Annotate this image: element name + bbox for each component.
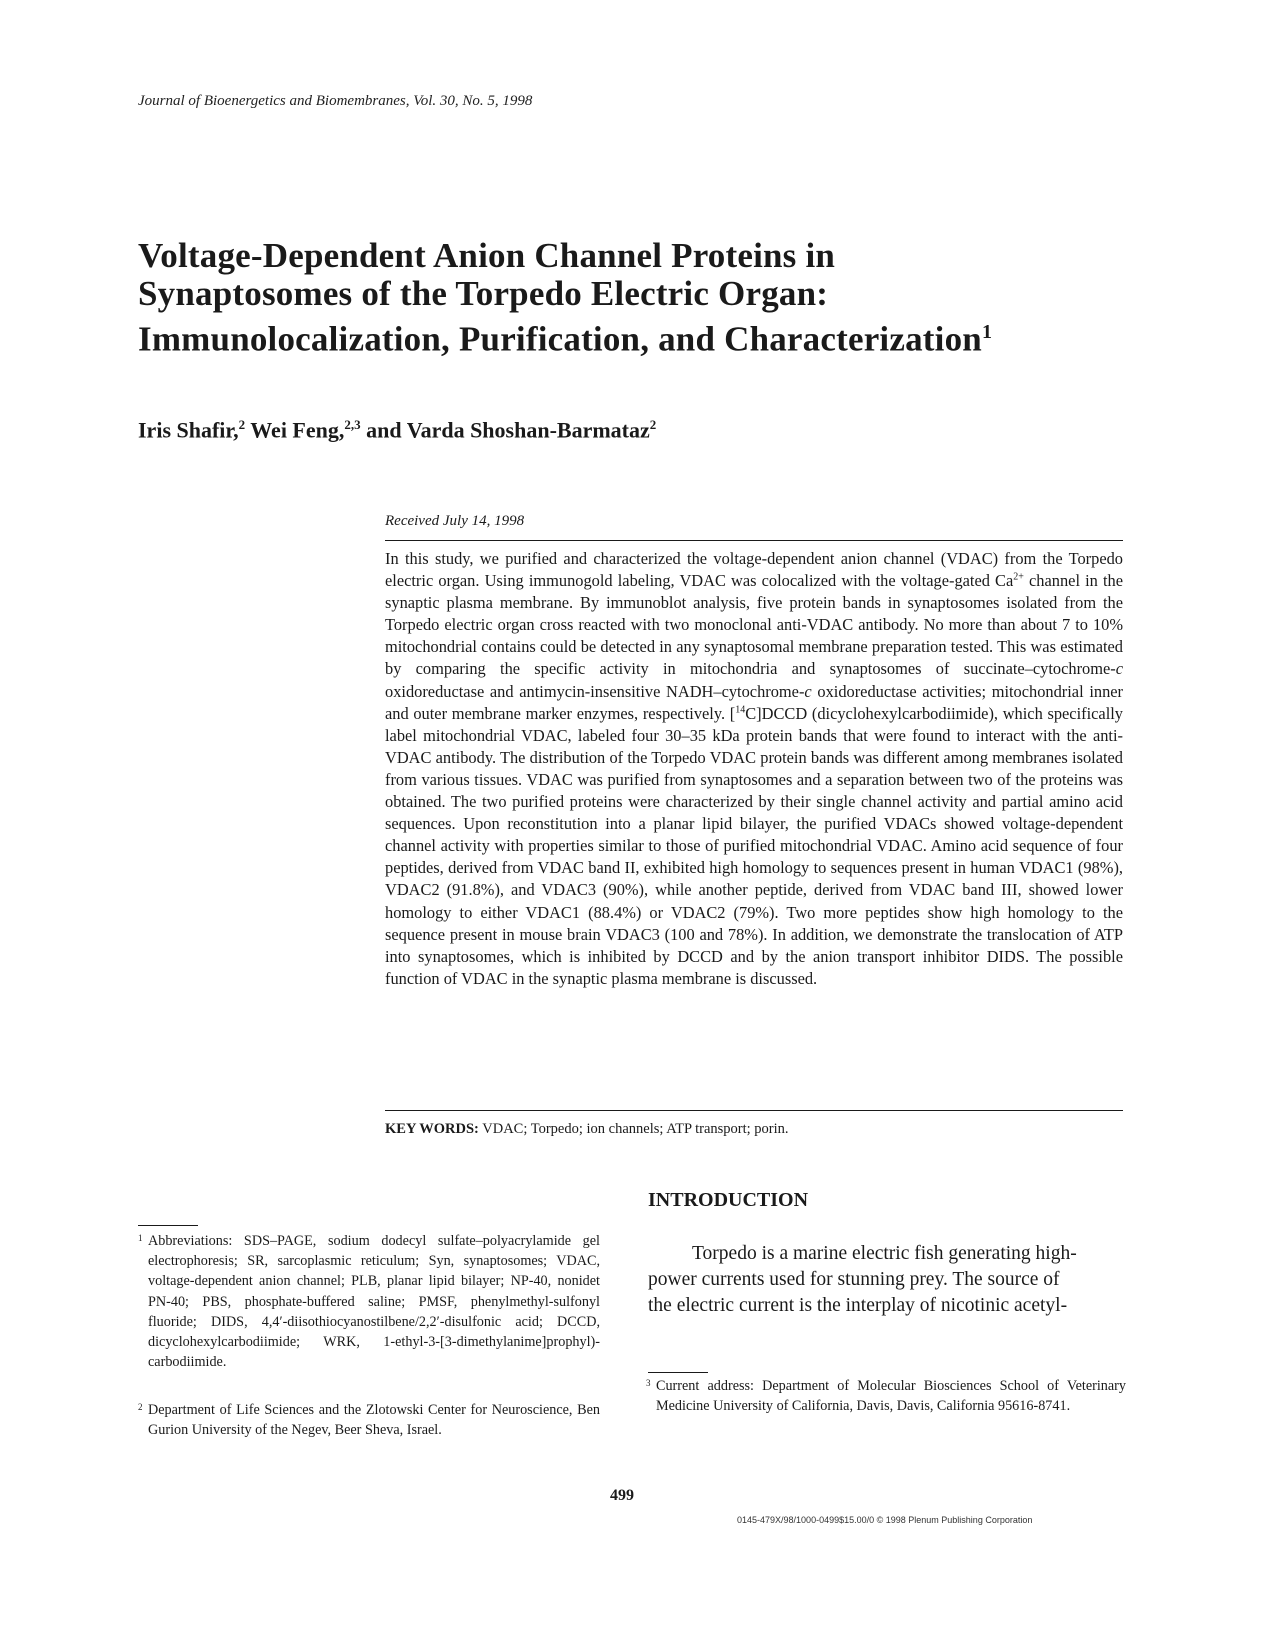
intro-line-1: Torpedo is a marine electric fish generating high- (692, 1243, 1077, 1264)
abstract-sup-2: 14 (735, 704, 746, 716)
footnote-1 (138, 1231, 600, 1372)
author-2-affiliation: 2,3 (344, 417, 361, 432)
abstract-bottom-rule (385, 1110, 1123, 1111)
author-list (138, 417, 656, 443)
abstract-italic-1: c (1115, 659, 1123, 679)
author-1-affiliation: 2 (238, 417, 246, 432)
section-heading-introduction: INTRODUCTION (648, 1189, 809, 1211)
footnote-1-text: Abbreviations: SDS–PAGE, sodium dodecyl sulfate–polyacrylamide gel electrophoresis; SR, sarcoplasmic reticulum; Syn, synaptosomes; VDAC, voltage-dependent anion channel; PLB, planar lipid bilayer; NP-40, nonidet PN-40; PBS, phosphate-buffered saline; PMSF, phenylmethyl-sulfonyl fluoride; DIDS, 4,4′-diisothiocyanostilbene/2,2′-disulfonic acid; DCCD, dicyclohexylcarbodiimide; WRK, 1-ethyl-3-[3-dimethylanime]prophyl)-carbodiimide. (148, 1233, 600, 1371)
title-line-2: Synaptosomes of the Torpedo Electric Organ: (138, 274, 829, 313)
paper-title (138, 237, 1138, 359)
author-3-name: and Varda Shoshan-Barmataz (366, 417, 650, 443)
introduction-paragraph (648, 1241, 1126, 1319)
title-line-1: Voltage-Dependent Anion Channel Proteins in (138, 236, 836, 275)
footnote-rule-left (138, 1225, 198, 1226)
footnote-3-mark: 3 (646, 1378, 651, 1388)
author-1-name: Iris Shafir, (138, 417, 239, 443)
footnote-1-mark: 1 (138, 1233, 143, 1243)
abstract-text-3: oxidoreductase and antimycin-insensitive NADH–cytochrome- (385, 681, 805, 701)
footnote-3 (646, 1376, 1126, 1416)
footnote-rule-right (648, 1372, 708, 1373)
footnote-2-text: Department of Life Sciences and the Zlotowski Center for Neuroscience, Ben Gurion University of the Negev, Beer Sheva, Israel. (148, 1402, 600, 1439)
abstract-text-1: In this study, we purified and characterized the voltage-dependent anion channel (VDAC) from the Torpedo electric organ. Using immunogold labeling, VDAC was colocalized with the voltage-gated Ca (385, 549, 1123, 591)
abstract-text-4: oxidoreductase activities; mitochondrial inner and outer membrane marker enzymes, respectively. [ (385, 681, 1123, 723)
keywords-label: KEY WORDS: (385, 1121, 479, 1137)
abstract-text-2: channel in the synaptic plasma membrane. By immunoblot analysis, five protein bands in synaptosomes isolated from the Torpedo electric organ cross reacted with two monoclonal anti-VDAC antibody. No more than about 7 to 10% mitochondrial contains could be detected in any synaptosomal membrane preparation tested. This was estimated by comparing the specific activity in mitochondria and synaptosomes of succinate–cytochrome- (385, 571, 1124, 679)
footnote-3-text: Current address: Department of Molecular Biosciences School of Veterinary Medicine University of California, Davis, Davis, California 95616-8741. (656, 1378, 1126, 1415)
intro-line-2: power currents used for stunning prey. The source of (648, 1269, 1060, 1290)
author-2-name: Wei Feng, (250, 417, 345, 443)
intro-line-3: the electric current is the interplay of nicotinic acetyl- (648, 1295, 1068, 1316)
footnote-2-mark: 2 (138, 1402, 143, 1412)
page-number: 499 (610, 1487, 634, 1504)
journal-header: Journal of Bioenergetics and Biomembranes, Vol. 30, No. 5, 1998 (138, 93, 533, 109)
author-3-affiliation: 2 (649, 417, 657, 432)
received-date: Received July 14, 1998 (385, 513, 525, 529)
keywords (385, 1121, 789, 1138)
abstract-sup-1: 2+ (1013, 571, 1024, 583)
footnote-2 (138, 1400, 600, 1440)
copyright-line: 0145-479X/98/1000-0499$15.00/0 © 1998 Plenum Publishing Corporation (737, 1515, 1033, 1525)
keywords-text: VDAC; Torpedo; ion channels; ATP transport; porin. (482, 1121, 789, 1137)
title-line-3-text: Immunolocalization, Purification, and Characterization (138, 319, 982, 359)
title-footnote-mark: 1 (981, 321, 993, 343)
abstract-top-rule (385, 540, 1123, 541)
title-line-3 (138, 313, 1138, 359)
abstract-italic-2: c (804, 681, 812, 701)
abstract (385, 548, 1123, 990)
abstract-text-5: C]DCCD (dicyclohexylcarbodiimide), which specifically label mitochondrial VDAC, labeled four 30–35 kDa protein bands that were found to interact with the anti-VDAC antibody. The distribution of the Torpedo VDAC protein bands was different among membranes isolated from various tissues. VDAC was purified from synaptosomes and a separation between two of the proteins was obtained. The two purified proteins were characterized by their single channel activity and partial amino acid sequences. Upon reconstitution into a planar lipid bilayer, the purified VDACs showed voltage-dependent channel activity with properties similar to those of purified mitochondrial VDAC. Amino acid sequence of four peptides, derived from VDAC band II, exhibited high homology to sequences present in human VDAC1 (98%), VDAC2 (91.8%), and VDAC3 (90%), while another peptide, derived from VDAC band III, showed lower homology to either VDAC1 (88.4%) or VDAC2 (79%). Two more peptides show high homology to the sequence present in mouse brain VDAC3 (100 and 78%). In addition, we demonstrate the translocation of ATP into synaptosomes, which is inhibited by DCCD and by the anion transport inhibitor DIDS. The possible function of VDAC in the synaptic plasma membrane is discussed. (385, 703, 1123, 988)
